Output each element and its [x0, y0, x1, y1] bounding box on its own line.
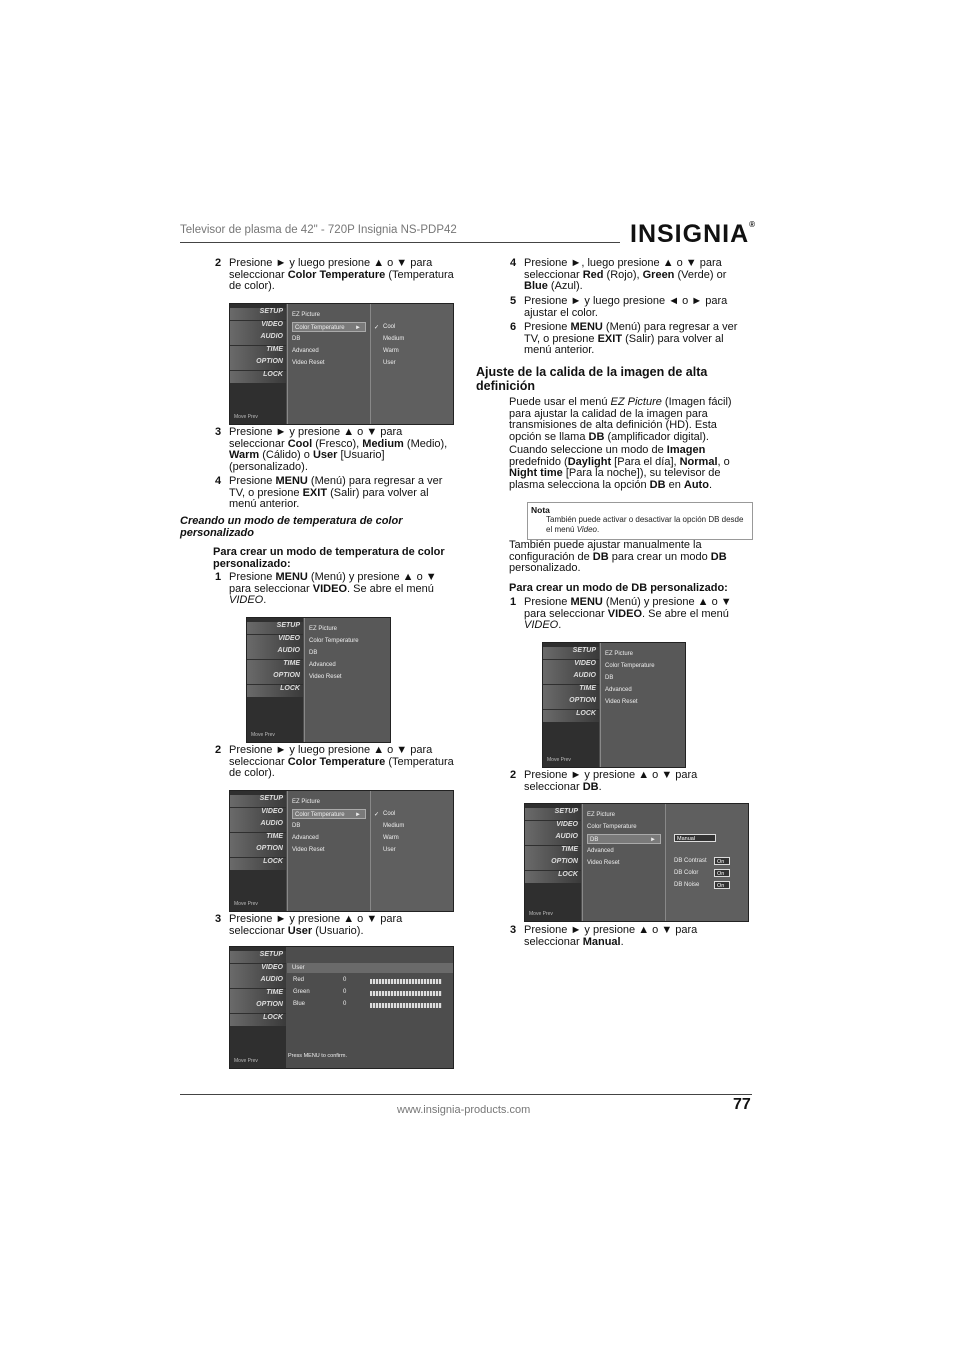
- osd-side-item-setup: SETUP: [230, 308, 286, 320]
- osd-arrow-icon: ►: [355, 812, 361, 818]
- osd-video-item: Video Reset: [605, 699, 638, 705]
- osd-temperature-item: Medium: [383, 823, 405, 829]
- step-2-a: 2 Presione ► y luego presione ▲ o ▼ para seleccionar Color Temperature (Temperatura de color).: [215, 257, 454, 292]
- osd-side-menu: [230, 791, 286, 911]
- osd-db-row-value: On: [714, 857, 730, 865]
- osd-user-title: User: [287, 963, 453, 973]
- osd-video-item: Advanced: [309, 662, 336, 668]
- osd-color-temperature-1: [229, 303, 454, 425]
- osd-side-item-setup: SETUP: [230, 795, 286, 807]
- osd-side-item-lock: LOCK: [230, 371, 286, 383]
- osd-side-item-audio: AUDIO: [247, 647, 303, 659]
- page-number: 77: [733, 1096, 751, 1113]
- step-2-right: 2 Presione ► y presione ▲ o ▼ para seleccionar DB.: [510, 769, 698, 793]
- osd-db-menu: [524, 803, 749, 922]
- osd-db-row-label: DB Noise: [674, 882, 700, 888]
- step-4-right: 4 Presione ►, luego presione ▲ o ▼ para seleccionar Red (Rojo), Green (Verde) or Blue (Azul).: [510, 257, 727, 292]
- osd-video-menu: [304, 618, 391, 742]
- osd-side-menu: [525, 804, 581, 921]
- osd-side-item-option: OPTION: [247, 672, 303, 684]
- osd-video-item: EZ Picture: [292, 312, 321, 318]
- osd-user-row-value: 0: [343, 977, 347, 983]
- osd-video-item: DB ►: [587, 834, 661, 844]
- osd-check-icon: ✓: [374, 812, 380, 818]
- osd-user-row-slider: [370, 979, 442, 984]
- osd-side-item-option: OPTION: [230, 1001, 286, 1013]
- osd-temperature-item: Warm: [383, 348, 399, 354]
- osd-side-item-time: TIME: [230, 346, 286, 358]
- osd-video-item: Video Reset: [292, 360, 325, 366]
- osd-video-menu-1: [246, 617, 391, 743]
- osd-video-item: Advanced: [605, 687, 632, 693]
- osd-side-item-time: TIME: [230, 989, 286, 1001]
- step-6-right: 6 Presione MENU (Menú) para regresar a ver TV, o presione EXIT (Salir) para volver al menú anterior.: [510, 321, 738, 356]
- osd-side-menu: [543, 643, 599, 767]
- osd-side-item-audio: AUDIO: [230, 976, 286, 988]
- osd-video-item: Video Reset: [309, 674, 342, 680]
- osd-side-item-audio: AUDIO: [543, 672, 599, 684]
- osd-db-mode: Manual: [674, 834, 716, 842]
- subheading-create-temperature: Para crear un modo de temperatura de color personalizado:: [213, 546, 445, 570]
- step-3-b: 3 Presione ► y presione ▲ o ▼ para seleccionar User (Usuario).: [215, 913, 403, 937]
- osd-video-item: DB: [309, 650, 318, 656]
- osd-video-item: DB: [605, 675, 614, 681]
- osd-side-footer: Move Prev: [529, 911, 553, 917]
- osd-side-item-setup: SETUP: [525, 808, 581, 820]
- osd-side-item-lock: LOCK: [247, 685, 303, 697]
- osd-video-item: EZ Picture: [309, 626, 338, 632]
- header-title: Televisor de plasma de 42" - 720P Insignia NS-PDP42: [180, 224, 457, 236]
- osd-user-footer: Press MENU to confirm.: [288, 1053, 347, 1059]
- osd-video-item: Color Temperature: [605, 663, 655, 669]
- osd-side-item-time: TIME: [543, 685, 599, 697]
- osd-side-item-lock: LOCK: [230, 1014, 286, 1026]
- osd-temperature-item: Medium: [383, 336, 405, 342]
- osd-side-footer: Move Prev: [234, 901, 258, 907]
- osd-temperature-item: Cool: [383, 811, 396, 817]
- osd-video-menu: [287, 791, 370, 911]
- osd-side-item-setup: SETUP: [543, 647, 599, 659]
- osd-video-menu: [287, 304, 370, 424]
- osd-side-item-option: OPTION: [525, 858, 581, 870]
- osd-side-item-video: VIDEO: [525, 821, 581, 833]
- osd-user-adjust: [229, 946, 454, 1069]
- osd-video-item: Color Temperature: [309, 638, 359, 644]
- step-1-right: 1 Presione MENU (Menú) y presione ▲ o ▼ para seleccionar VIDEO. Se abre el menú VIDEO.: [510, 596, 732, 631]
- osd-video-menu-2: [542, 642, 686, 768]
- osd-user-row-label: Green: [293, 989, 310, 995]
- osd-side-footer: Move Prev: [547, 757, 571, 763]
- osd-side-item-video: VIDEO: [247, 635, 303, 647]
- osd-side-item-video: VIDEO: [230, 321, 286, 333]
- paragraph-manual-db: También puede ajustar manualmente la configuración de DB para crear un modo DB personalizado.: [509, 539, 727, 574]
- osd-temperature-submenu: [370, 791, 453, 911]
- osd-video-menu: [600, 643, 686, 767]
- osd-video-item: EZ Picture: [292, 799, 321, 805]
- osd-side-item-audio: AUDIO: [230, 333, 286, 345]
- osd-user-row-slider: [370, 1003, 442, 1008]
- insignia-logo: INSIGNIA®: [630, 220, 757, 248]
- osd-side-item-option: OPTION: [230, 358, 286, 370]
- osd-user-row-label: Blue: [293, 1001, 306, 1007]
- osd-side-item-lock: LOCK: [543, 710, 599, 722]
- osd-db-row-value: On: [714, 869, 730, 877]
- osd-temperature-item: User: [383, 360, 396, 366]
- osd-color-temperature-2: [229, 790, 454, 912]
- osd-video-item: Color Temperature ►: [292, 809, 366, 819]
- note-text: También puede activar o desactivar la opción DB desde el menú Video.: [546, 515, 744, 534]
- paragraph-picture-mode: Cuando seleccione un modo de Imagen predefnido (Daylight [Para el día], Normal, o Night time [Para la noche]), su televisor de plasma selecciona la opción DB en Auto.: [509, 444, 730, 491]
- osd-video-item: EZ Picture: [605, 651, 634, 657]
- osd-video-item: DB: [292, 336, 301, 342]
- footer-divider: [180, 1094, 752, 1095]
- osd-side-item-video: VIDEO: [230, 964, 286, 976]
- osd-side-item-video: VIDEO: [543, 660, 599, 672]
- osd-video-item: Color Temperature: [587, 824, 637, 830]
- osd-user-row-slider: [370, 991, 442, 996]
- osd-side-item-setup: SETUP: [247, 622, 303, 634]
- osd-side-item-option: OPTION: [543, 697, 599, 709]
- osd-video-item: Advanced: [292, 348, 319, 354]
- osd-side-item-setup: SETUP: [230, 951, 286, 963]
- paragraph-ez-picture: Puede usar el menú EZ Picture (Imagen fácil) para ajustar la calidad de la imagen para transmisiones de alta definición (HD). Esta opción se llama DB (amplificador digital).: [509, 396, 732, 443]
- note-box: [527, 502, 753, 540]
- step-5-right: 5 Presione ► y luego presione ◄ o ► para ajustar el color.: [510, 295, 728, 319]
- osd-video-item: Video Reset: [292, 847, 325, 853]
- osd-arrow-icon: ►: [650, 837, 656, 843]
- osd-video-item: Video Reset: [587, 860, 620, 866]
- osd-temperature-item: Warm: [383, 835, 399, 841]
- osd-temperature-submenu: [370, 304, 453, 424]
- osd-side-item-audio: AUDIO: [525, 833, 581, 845]
- note-title: Nota: [531, 505, 550, 515]
- osd-side-item-video: VIDEO: [230, 808, 286, 820]
- osd-check-icon: ✓: [374, 325, 380, 331]
- osd-side-item-audio: AUDIO: [230, 820, 286, 832]
- step-1-b: 1 Presione MENU (Menú) y presione ▲ o ▼ para seleccionar VIDEO. Se abre el menú VIDEO.: [215, 571, 437, 606]
- osd-video-menu: [582, 804, 665, 921]
- osd-user-row-value: 0: [343, 1001, 347, 1007]
- osd-side-footer: Move Prev: [234, 414, 258, 420]
- osd-side-menu: [247, 618, 303, 742]
- osd-side-item-lock: LOCK: [525, 871, 581, 883]
- osd-side-footer: Move Prev: [234, 1058, 258, 1064]
- subheading-custom-temperature: Creando un modo de temperatura de color personalizado: [180, 515, 403, 539]
- osd-video-item: Advanced: [292, 835, 319, 841]
- osd-user-row-label: Red: [293, 977, 305, 983]
- osd-side-item-time: TIME: [230, 833, 286, 845]
- osd-side-footer: Move Prev: [251, 732, 275, 738]
- osd-video-item: Color Temperature ►: [292, 322, 366, 332]
- osd-db-row-label: DB Contrast: [674, 858, 707, 864]
- step-2-b: 2 Presione ► y luego presione ▲ o ▼ para seleccionar Color Temperature (Temperatura de color).: [215, 744, 454, 779]
- osd-arrow-icon: ►: [355, 325, 361, 331]
- subheading-create-db: Para crear un modo de DB personalizado:: [509, 582, 728, 594]
- osd-side-item-option: OPTION: [230, 845, 286, 857]
- osd-db-row-value: On: [714, 881, 730, 889]
- osd-temperature-item: User: [383, 847, 396, 853]
- osd-db-row-label: DB Color: [674, 870, 699, 876]
- osd-temperature-item: Cool: [383, 324, 396, 330]
- osd-video-item: EZ Picture: [587, 812, 616, 818]
- osd-side-menu: [230, 947, 286, 1068]
- step-3-right: 3 Presione ► y presione ▲ o ▼ para seleccionar Manual.: [510, 924, 698, 948]
- osd-side-item-lock: LOCK: [230, 858, 286, 870]
- osd-side-item-time: TIME: [525, 846, 581, 858]
- header-divider: [180, 242, 620, 243]
- osd-side-menu: [230, 304, 286, 424]
- osd-video-item: Advanced: [587, 848, 614, 854]
- osd-user-row-value: 0: [343, 989, 347, 995]
- step-3-a: 3 Presione ► y presione ▲ o ▼ para seleccionar Cool (Fresco), Medium (Medio), Warm (Cálido) o User [Usuario] (personalizado).: [215, 426, 448, 473]
- step-4-a: 4 Presione MENU (Menú) para regresar a ver TV, o presione EXIT (Salir) para volver al menú anterior.: [215, 475, 443, 510]
- osd-side-item-time: TIME: [247, 660, 303, 672]
- osd-video-item: DB: [292, 823, 301, 829]
- footer-url: www.insignia-products.com: [397, 1104, 531, 1116]
- section-heading-hd: Ajuste de la calida de la imagen de alta definición: [476, 365, 708, 393]
- osd-db-submenu: [665, 804, 748, 921]
